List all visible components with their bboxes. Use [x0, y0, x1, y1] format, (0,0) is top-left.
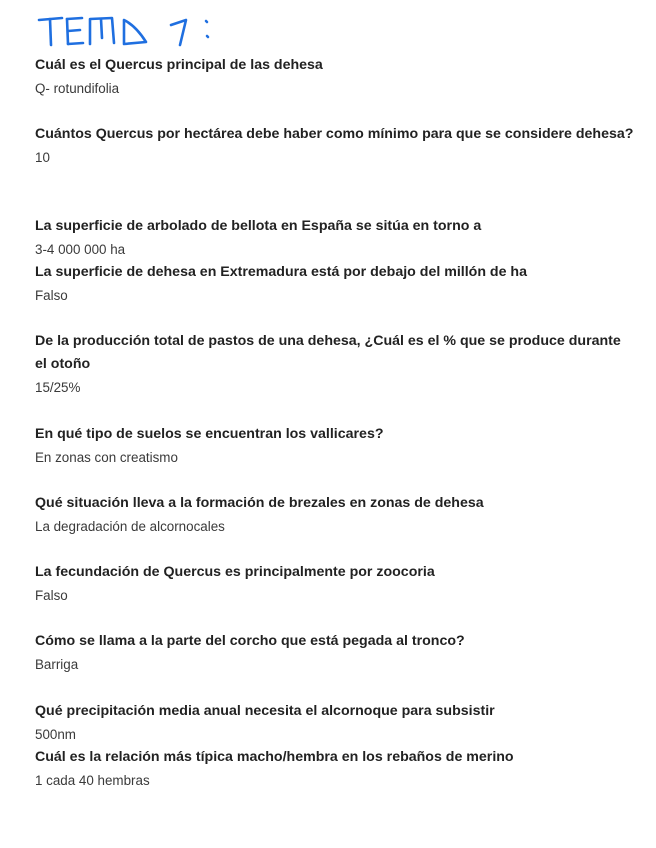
answer-text: Q- rotundifolia	[35, 81, 120, 96]
answer-text: Falso	[35, 588, 68, 603]
qa-item	[35, 630, 635, 676]
qa-item	[35, 746, 635, 792]
question-text: La fecundación de Quercus es principalmente por zoocoria	[35, 564, 435, 580]
question-text: La superficie de dehesa en Extremadura está por debajo del millón de ha	[35, 264, 527, 280]
qa-item	[35, 700, 635, 746]
answer-text: 1 cada 40 hembras	[35, 773, 150, 788]
answer-text: 3-4 000 000 ha	[35, 242, 126, 257]
question-text: Qué situación lleva a la formación de brezales en zonas de dehesa	[35, 495, 484, 511]
qa-item	[35, 423, 635, 469]
answer-text: Barriga	[35, 657, 79, 672]
qa-item	[35, 215, 635, 261]
question-text: Cuál es la relación más típica macho/hembra en los rebaños de merino	[35, 749, 514, 765]
question-text: Cuántos Quercus por hectárea debe haber como mínimo para que se considere dehesa?	[35, 126, 634, 142]
question-text: En qué tipo de suelos se encuentran los vallicares?	[35, 426, 384, 442]
question-text: La superficie de arbolado de bellota en España se sitúa en torno a	[35, 218, 482, 234]
qa-item	[35, 561, 635, 607]
answer-text: La degradación de alcornocales	[35, 519, 225, 534]
qa-item	[35, 54, 635, 100]
answer-text: 15/25%	[35, 380, 81, 395]
question-text: Qué precipitación media anual necesita el alcornoque para subsistir	[35, 703, 495, 719]
answer-text: Falso	[35, 288, 68, 303]
qa-item	[35, 123, 635, 169]
qa-item	[35, 330, 635, 399]
qa-item	[35, 492, 635, 538]
question-text: Cómo se llama a la parte del corcho que está pegada al tronco?	[35, 633, 465, 649]
answer-text: 500nm	[35, 727, 76, 742]
question-text: Cuál es el Quercus principal de las dehesa	[35, 57, 323, 73]
handwritten-title	[36, 8, 226, 48]
question-text: De la producción total de pastos de una dehesa, ¿Cuál es el % que se produce durante el otoño	[35, 333, 621, 372]
answer-text: 10	[35, 150, 50, 165]
qa-item	[35, 261, 635, 307]
answer-text: En zonas con creatismo	[35, 450, 178, 465]
